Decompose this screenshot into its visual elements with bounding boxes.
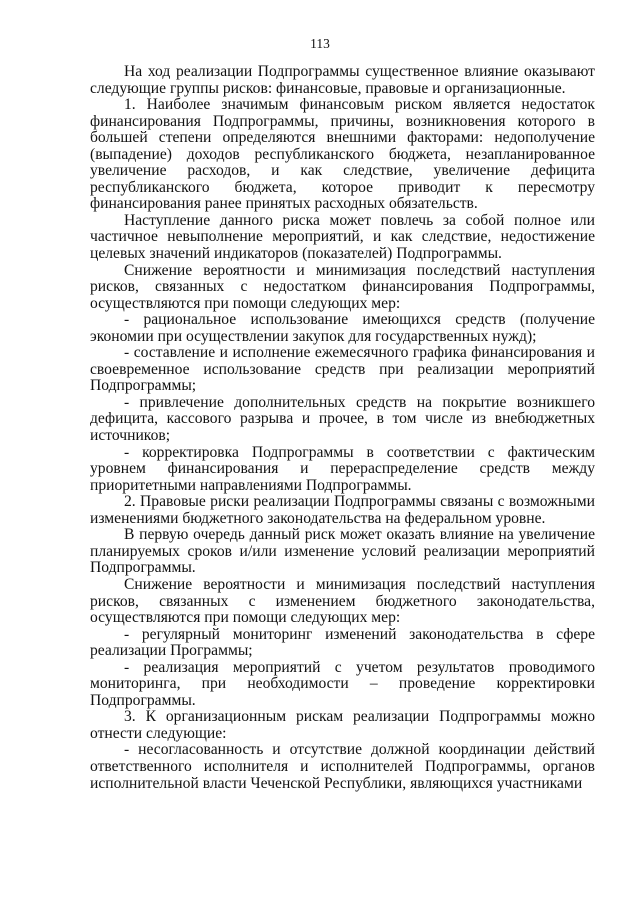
list-item: - корректировка Подпрограммы в соответствии с фактическим уровнем финансирования и перераспределение средств между приоритетными направлениями Подпрограммы. [90,443,595,494]
list-item: - регулярный мониторинг изменений законодательства в сфере реализации Программы; [90,625,595,660]
paragraph-legal-consequence: В первую очередь данный риск может оказать влияние на увеличение планируемых сроков и/или изменение условий реализации мероприятий Подпрограммы. [90,526,595,577]
paragraph-intro: На ход реализации Подпрограммы существенное влияние оказывают следующие группы рисков: финансовые, правовые и организационные. [90,63,595,97]
paragraph-legal-measures-intro: Снижение вероятности и минимизация последствий наступления рисков, связанных с изменением бюджетного законодательства, осуществляются при помощи следующих мер: [90,575,595,627]
list-item: - привлечение дополнительных средств на покрытие возникшего дефицита, кассового разрыва и прочее, в том числе из внебюджетных источников; [90,393,595,445]
list-item: - составление и исполнение ежемесячного графика финансирования и своевременное использование средств при реализации мероприятий Подпрограммы; [90,344,595,395]
document-body [90,64,595,792]
paragraph-organizational-risk: 3. К организационным рискам реализации Подпрограммы можно отнести следующие: [90,708,595,742]
paragraph-financial-measures-intro: Снижение вероятности и минимизация последствий наступления рисков, связанных с недостатком финансирования Подпрограммы, осуществляются при помощи следующих мер: [90,261,595,312]
list-item: - несогласованность и отсутствие должной координации действий ответственного исполнителя и исполнителей Подпрограммы, органов исполнительной власти Чеченской Республики, являющихся участниками [90,741,595,792]
list-item: - рациональное использование имеющихся средств (получение экономии при осуществлении закупок для государственных нужд); [90,311,595,345]
list-item: - реализация мероприятий с учетом результатов проводимого мониторинга, при необходимости – проведение корректировки Подпрограммы. [90,658,595,709]
page-number: 113 [310,36,330,51]
paragraph-legal-risk: 2. Правовые риски реализации Подпрограммы связаны с возможными изменениями бюджетного законодательства на федеральном уровне. [90,493,595,527]
paragraph-financial-risk: 1. Наиболее значимым финансовым риском является недостаток финансирования Подпрограммы, причины, возникновения которого в большей степени определяются внешними факторами: недополучение (выпадение) доходов республиканского бюджета, незапланированное увеличение расходов, и как следствие, увеличение дефицита республиканского бюджета, которое приводит к пересмотру финансирования ранее принятых расходных обязательств. [90,96,595,213]
paragraph-risk-consequence: Наступление данного риска может повлечь за собой полное или частичное невыполнение мероприятий, и как следствие, недостижение целевых значений индикаторов (показателей) Подпрограммы. [90,211,595,263]
